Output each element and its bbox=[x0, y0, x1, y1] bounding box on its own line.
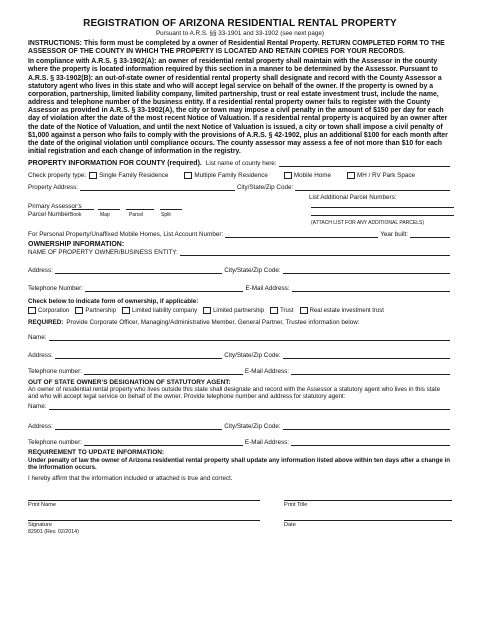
owner-phone-field[interactable] bbox=[85, 285, 243, 292]
required-text: Provide Corporate Officer, Managing/Administrative Member, General Partner, Trustee information below: bbox=[66, 319, 360, 327]
type-rv-checkbox[interactable] bbox=[347, 172, 355, 179]
lp-checkbox[interactable] bbox=[203, 307, 211, 314]
llc-label: Limited liability company bbox=[132, 308, 198, 315]
property-city-field[interactable] bbox=[295, 184, 450, 191]
additional-parcels-label: List Additional Parcel Numbers: bbox=[309, 194, 397, 202]
date-field[interactable] bbox=[284, 520, 452, 528]
agent-city-field[interactable] bbox=[283, 423, 450, 430]
compliance-text: In compliance with A.R.S. § 33-1902(A): an owner of residential rental property shall maintain with the Assessor in the county where the property is located information required by this section in a manner to be determined by the Assessor. Pursuant to A.R.S. § 33-1902(B): an out-of-state owner of residential rental property shall designate and record with the County Assessor a statutory agent who lives in this state and who will accept legal service on behalf of the owner. If the property is owned by a corporation, partnership, limited liability company, limited partnership, trust or real estate investment trust, include the name, address and telephone number of the business entity. If a residential rental property owner fails to register with the County Assessor as provided in A.R.S. § 33-1902(A), the city or town may impose a civil penalty in the amount of $150 per day for each day of violation after the date of the most recent Notice of Valuation. If a residential rental property is acquired by an owner after the date of the Notice of Valuation, and until the next Notice of Valuation is issued, a city or town shall impose a civil penalty of $1,000 against a person who fails to comply with the provisions of A.R.S. § 42-1902, plus an additional $100 for each month after the date of the original violation until compliance occurs. The county assessor may assess a fee of not more than $10 for each initial registration and each change of information in the registry. bbox=[28, 58, 448, 156]
book-label: Book bbox=[70, 212, 82, 219]
parcel-number-field[interactable] bbox=[126, 203, 154, 210]
agent-phone-label: Telephone number: bbox=[28, 439, 82, 447]
parcel-block bbox=[28, 201, 452, 229]
parcel-book-field[interactable] bbox=[72, 203, 94, 210]
owner-name-field[interactable] bbox=[180, 249, 450, 256]
trust-label: Trust bbox=[280, 308, 294, 315]
officer-address-label: Address: bbox=[28, 352, 53, 360]
check-type-label: Check property type: bbox=[28, 172, 87, 180]
agent-phone-field[interactable] bbox=[84, 439, 243, 446]
officer-city-field[interactable] bbox=[283, 352, 450, 359]
additional-parcel-field-1[interactable] bbox=[311, 201, 454, 208]
additional-parcel-field-2[interactable] bbox=[311, 209, 454, 216]
affirm-text: I hereby affirm that the information included or attached is true and correct. bbox=[28, 474, 233, 482]
ownership-header: OWNERSHIP INFORMATION: bbox=[28, 241, 125, 249]
print-name-field[interactable] bbox=[28, 500, 260, 508]
county-field[interactable] bbox=[279, 160, 450, 167]
partnership-label: Partnership bbox=[85, 308, 117, 315]
account-number-field[interactable] bbox=[225, 231, 378, 238]
reit-checkbox[interactable] bbox=[300, 307, 308, 314]
agent-header: OUT OF STATE OWNER’S DESIGNATION OF STATUTORY AGENT: bbox=[28, 379, 231, 387]
type-sfr-checkbox[interactable] bbox=[89, 172, 97, 179]
date-label: Date bbox=[284, 521, 296, 528]
lp-label: Limited partnership bbox=[213, 308, 265, 315]
owner-name-label: NAME OF PROPERTY OWNER/BUSINESS ENTITY: bbox=[28, 249, 178, 257]
year-built-label: Year built: bbox=[380, 231, 408, 239]
agent-city-label: City/State/Zip Code: bbox=[224, 423, 281, 431]
personal-property-label: For Personal Property/Unaffixed Mobile Homes, List Account Number: bbox=[28, 231, 224, 239]
required-label: REQUIRED: bbox=[28, 319, 64, 327]
parcel-part-label: Parcel bbox=[129, 212, 144, 219]
update-text: Under penalty of law the owner of Arizona residential rental property shall update any information listed above within ten days after a change in the information occurs. bbox=[28, 457, 450, 472]
type-mobile-checkbox[interactable] bbox=[284, 172, 292, 179]
agent-text: An owner of residential rental property who lives outside this state shall designate and record with the Assessor a statutory agent who lives in this state and who will accept legal service on behalf of the owner. Provide telephone number and address for statutory agent: bbox=[28, 386, 441, 401]
corporation-label: Corporation bbox=[38, 308, 70, 315]
officer-email-label: E-Mail Address: bbox=[244, 368, 290, 376]
agent-address-label: Address: bbox=[28, 423, 53, 431]
owner-phone-label: Telephone Number: bbox=[28, 285, 83, 293]
officer-email-field[interactable] bbox=[291, 368, 450, 375]
type-mfr-label: Multiple Family Residence bbox=[194, 172, 268, 180]
agent-email-label: E-Mail Address: bbox=[244, 439, 290, 447]
owner-city-label: City/State/Zip Code: bbox=[224, 267, 281, 275]
type-mobile-label: Mobile Home bbox=[293, 172, 332, 180]
officer-phone-label: Telephone number: bbox=[28, 368, 82, 376]
print-name-label: Print Name bbox=[28, 501, 56, 508]
owner-address-field[interactable] bbox=[55, 267, 222, 274]
partnership-checkbox[interactable] bbox=[75, 307, 83, 314]
update-header: REQUIREMENT TO UPDATE INFORMATION: bbox=[28, 449, 165, 457]
officer-name-label: Name: bbox=[28, 334, 47, 342]
primary-label: Primary Assessor’s bbox=[28, 203, 82, 211]
agent-name-field[interactable] bbox=[49, 403, 450, 410]
officer-phone-field[interactable] bbox=[84, 368, 243, 375]
reit-label: Real estate investment trust bbox=[309, 308, 384, 315]
check-below-label: Check below to indicate form of ownership, if applicable: bbox=[28, 298, 199, 306]
parcel-map-field[interactable] bbox=[98, 203, 120, 210]
agent-name-label: Name: bbox=[28, 403, 47, 411]
owner-city-field[interactable] bbox=[283, 267, 450, 274]
officer-city-label: City/State/Zip Code: bbox=[224, 352, 281, 360]
trust-checkbox[interactable] bbox=[270, 307, 278, 314]
map-label: Map bbox=[100, 212, 110, 219]
officer-name-field[interactable] bbox=[49, 334, 450, 341]
signature-label: Signature bbox=[28, 521, 52, 528]
split-label: Split bbox=[161, 212, 171, 219]
form-title: REGISTRATION OF ARIZONA RESIDENTIAL RENTAL PROPERTY bbox=[83, 18, 397, 29]
instructions-text: INSTRUCTIONS: This form must be completed by a owner of Residential Rental Property. RETURN COMPLETED FORM TO THE ASSESSOR OF THE COUNTY IN WHICH THE PROPERTY IS LOCATED AND RETAIN COPIES FOR YOUR RECORDS. bbox=[28, 40, 445, 56]
county-label: List name of county here: bbox=[205, 160, 277, 168]
form-code: 82901 (Rev. 02/2014) bbox=[28, 528, 79, 535]
attach-note: (ATTACH LIST FOR ANY ADDITIONAL PARCELS) bbox=[311, 220, 424, 227]
type-rv-label: MH / RV Park Space bbox=[357, 172, 415, 180]
form-subtitle: Pursuant to A.R.S. §§ 33-1901 and 33-1902 (see next page) bbox=[155, 30, 325, 37]
agent-address-field[interactable] bbox=[55, 423, 222, 430]
parcel-label: Parcel Number bbox=[28, 211, 70, 219]
property-address-field[interactable] bbox=[80, 184, 235, 191]
parcel-split-field[interactable] bbox=[160, 203, 182, 210]
corporation-checkbox[interactable] bbox=[28, 307, 36, 314]
owner-address-label: Address: bbox=[28, 267, 53, 275]
officer-address-field[interactable] bbox=[55, 352, 222, 359]
print-title-field[interactable] bbox=[284, 500, 452, 508]
llc-checkbox[interactable] bbox=[122, 307, 130, 314]
owner-email-label: E-Mail Address: bbox=[245, 285, 290, 293]
property-address-label: Property Address: bbox=[28, 184, 79, 192]
signature-field[interactable] bbox=[28, 520, 260, 528]
owner-email-field[interactable] bbox=[292, 285, 450, 292]
agent-email-field[interactable] bbox=[291, 439, 450, 446]
year-built-field[interactable] bbox=[410, 231, 450, 238]
property-city-label: City/State/Zip Code: bbox=[236, 184, 294, 192]
type-mfr-checkbox[interactable] bbox=[184, 172, 192, 179]
registration-form bbox=[28, 18, 452, 535]
type-sfr-label: Single Family Residence bbox=[99, 172, 169, 180]
print-title-label: Print Title bbox=[284, 501, 308, 508]
property-header: PROPERTY INFORMATION FOR COUNTY (required). bbox=[28, 160, 202, 168]
